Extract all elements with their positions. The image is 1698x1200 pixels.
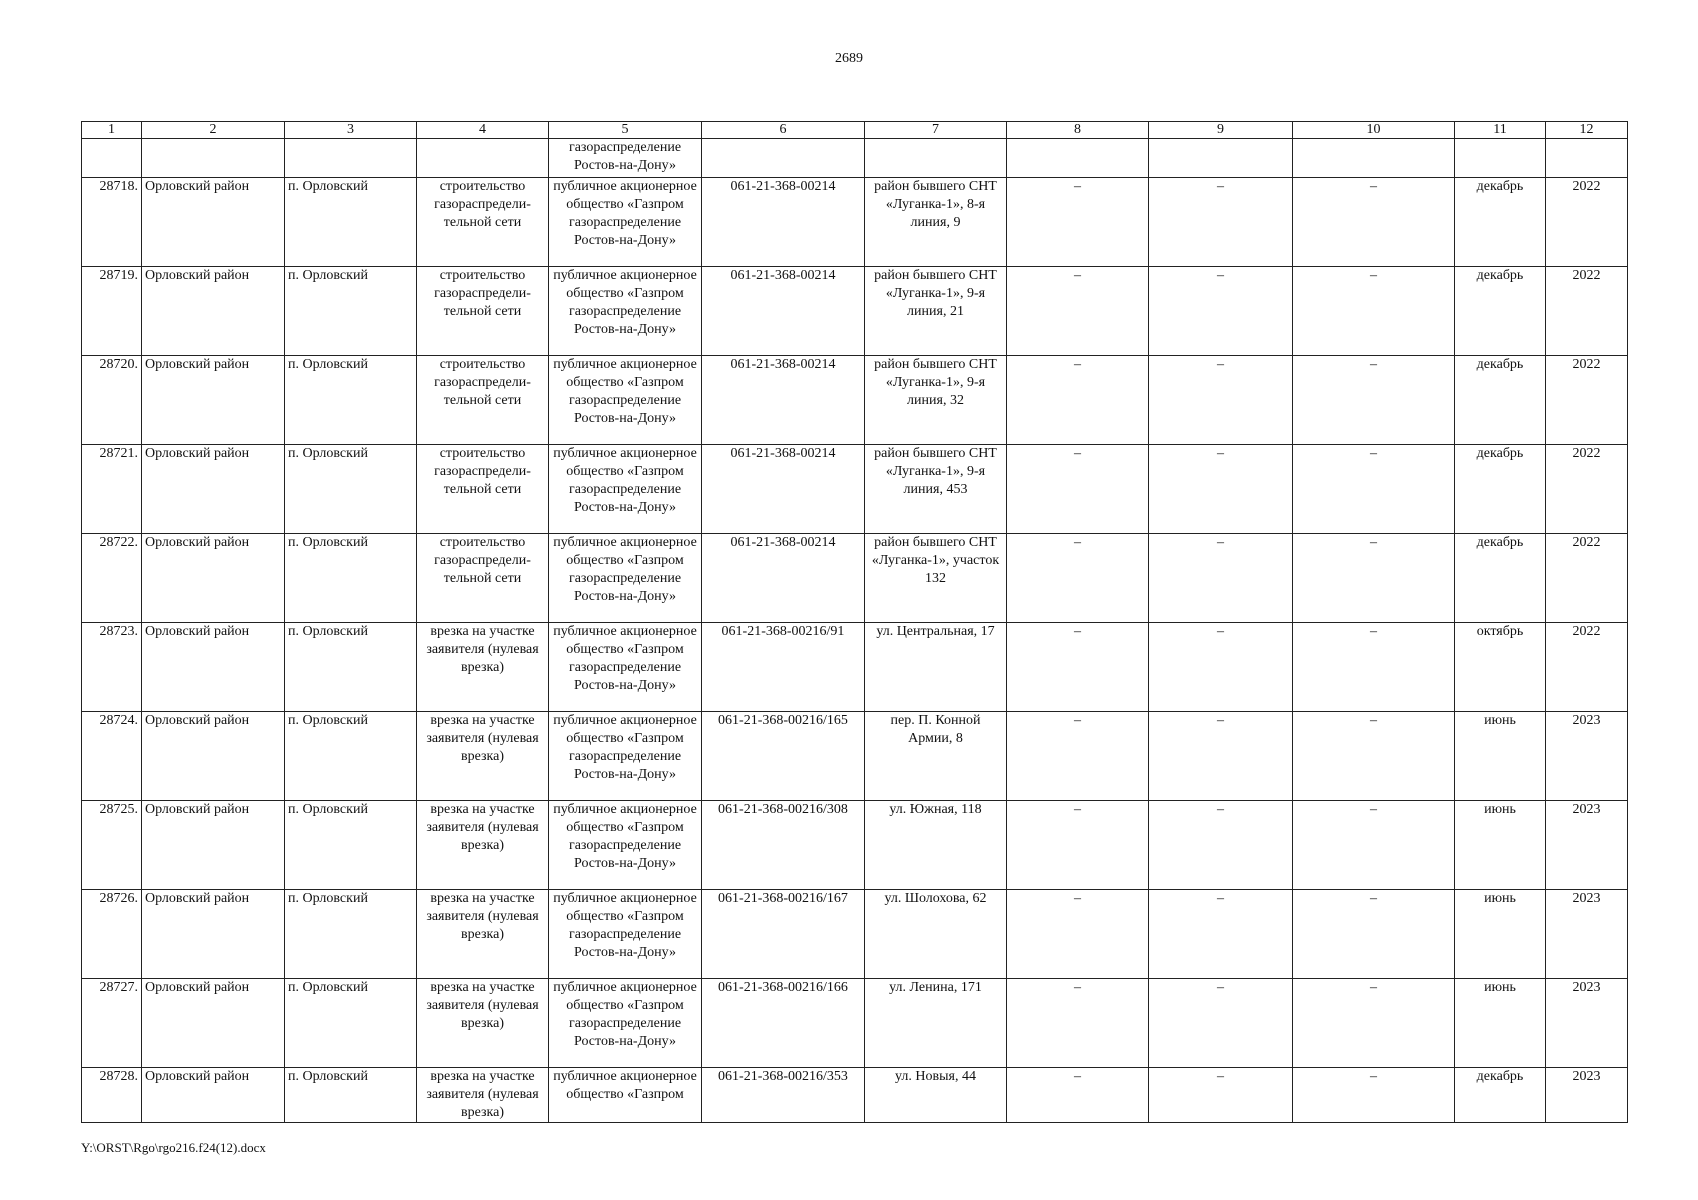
year-cell: 2022 xyxy=(1546,267,1628,356)
work-type-cell: врезка на участке заявителя (нулевая врезка) xyxy=(417,890,549,979)
settlement-cell: п. Орловский xyxy=(285,979,417,1068)
address-cell: ул. Ленина, 171 xyxy=(865,979,1007,1068)
column-number-header xyxy=(82,122,1628,139)
row-number-cell: 28720. xyxy=(82,356,142,445)
settlement-cell: п. Орловский xyxy=(285,267,417,356)
year-cell: 2023 xyxy=(1546,801,1628,890)
col8-cell: – xyxy=(1007,712,1149,801)
settlement-cell: п. Орловский xyxy=(285,801,417,890)
month-cell: декабрь xyxy=(1455,534,1546,623)
col10-cell: – xyxy=(1293,1068,1455,1123)
col10-cell: – xyxy=(1293,534,1455,623)
org-cell: публичное акционерное общество «Газпром газораспределение Ростов-на-Дону» xyxy=(549,445,702,534)
year-cell: 2023 xyxy=(1546,712,1628,801)
address-cell: ул. Шолохова, 62 xyxy=(865,890,1007,979)
district-cell: Орловский район xyxy=(142,356,285,445)
district-cell: Орловский район xyxy=(142,712,285,801)
col10-cell: – xyxy=(1293,979,1455,1068)
district-cell: Орловский район xyxy=(142,801,285,890)
header-cell: 10 xyxy=(1293,122,1455,139)
header-cell: 12 xyxy=(1546,122,1628,139)
code-cell: 061-21-368-00214 xyxy=(702,178,865,267)
col8-cell: – xyxy=(1007,1068,1149,1123)
org-cell: публичное акционерное общество «Газпром газораспределение Ростов-на-Дону» xyxy=(549,801,702,890)
org-cell: публичное акционерное общество «Газпром газораспределение Ростов-на-Дону» xyxy=(549,178,702,267)
col8-cell: – xyxy=(1007,534,1149,623)
col10-cell: – xyxy=(1293,267,1455,356)
table-row xyxy=(82,267,1628,356)
address-cell: пер. П. Конной Армии, 8 xyxy=(865,712,1007,801)
district-cell: Орловский район xyxy=(142,178,285,267)
address-cell: район бывшего СНТ «Луганка-1», 8-я линия, 9 xyxy=(865,178,1007,267)
month-cell: декабрь xyxy=(1455,356,1546,445)
col8-cell: – xyxy=(1007,267,1149,356)
table-row xyxy=(82,801,1628,890)
settlement-cell: п. Орловский xyxy=(285,890,417,979)
code-cell: 061-21-368-00216/353 xyxy=(702,1068,865,1123)
col8-cell: – xyxy=(1007,445,1149,534)
col9-cell: – xyxy=(1149,1068,1293,1123)
table-row xyxy=(82,890,1628,979)
row-number-cell: 28726. xyxy=(82,890,142,979)
code-cell: 061-21-368-00216/91 xyxy=(702,623,865,712)
address-cell: район бывшего СНТ «Луганка-1», 9-я линия, 21 xyxy=(865,267,1007,356)
code-cell: 061-21-368-00214 xyxy=(702,356,865,445)
district-cell: Орловский район xyxy=(142,623,285,712)
address-cell: ул. Южная, 118 xyxy=(865,801,1007,890)
settlement-cell: п. Орловский xyxy=(285,178,417,267)
row-number-cell: 28728. xyxy=(82,1068,142,1123)
work-type-cell: строительство газораспредели-тельной сети xyxy=(417,178,549,267)
district-cell: Орловский район xyxy=(142,267,285,356)
header-cell: 8 xyxy=(1007,122,1149,139)
code-cell: 061-21-368-00216/165 xyxy=(702,712,865,801)
table-row xyxy=(82,356,1628,445)
code-cell: 061-21-368-00214 xyxy=(702,445,865,534)
month-cell: декабрь xyxy=(1455,178,1546,267)
col9-cell: – xyxy=(1149,356,1293,445)
table-row xyxy=(82,979,1628,1068)
settlement-cell: п. Орловский xyxy=(285,445,417,534)
col9-cell: – xyxy=(1149,534,1293,623)
address-cell: район бывшего СНТ «Луганка-1», 9-я линия, 453 xyxy=(865,445,1007,534)
registry-table xyxy=(81,121,1628,1123)
year-cell: 2022 xyxy=(1546,445,1628,534)
work-type-cell: строительство газораспредели-тельной сети xyxy=(417,267,549,356)
settlement-cell: п. Орловский xyxy=(285,1068,417,1123)
col8-cell: – xyxy=(1007,801,1149,890)
page-number: 2689 xyxy=(835,51,863,66)
col10-cell: – xyxy=(1293,445,1455,534)
month-cell: июнь xyxy=(1455,712,1546,801)
district-cell: Орловский район xyxy=(142,979,285,1068)
settlement-cell: п. Орловский xyxy=(285,534,417,623)
org-cell: публичное акционерное общество «Газпром газораспределение Ростов-на-Дону» xyxy=(549,534,702,623)
month-cell: июнь xyxy=(1455,979,1546,1068)
code-cell: 061-21-368-00216/308 xyxy=(702,801,865,890)
col10-cell: – xyxy=(1293,712,1455,801)
year-cell: 2022 xyxy=(1546,534,1628,623)
month-cell: декабрь xyxy=(1455,1068,1546,1123)
col10-cell: – xyxy=(1293,890,1455,979)
row-number-cell: 28719. xyxy=(82,267,142,356)
table-row xyxy=(82,712,1628,801)
month-cell: декабрь xyxy=(1455,445,1546,534)
month-cell: октябрь xyxy=(1455,623,1546,712)
table-row xyxy=(82,623,1628,712)
settlement-cell: п. Орловский xyxy=(285,623,417,712)
work-type-cell: врезка на участке заявителя (нулевая врезка) xyxy=(417,801,549,890)
col9-cell: – xyxy=(1149,267,1293,356)
table-row xyxy=(82,1068,1628,1123)
address-cell: район бывшего СНТ «Луганка-1», 9-я линия, 32 xyxy=(865,356,1007,445)
col10-cell: – xyxy=(1293,356,1455,445)
code-cell: 061-21-368-00214 xyxy=(702,267,865,356)
header-cell: 4 xyxy=(417,122,549,139)
district-cell: Орловский район xyxy=(142,534,285,623)
year-cell: 2023 xyxy=(1546,979,1628,1068)
header-cell: 5 xyxy=(549,122,702,139)
org-cell: публичное акционерное общество «Газпром xyxy=(549,1068,702,1123)
year-cell: 2022 xyxy=(1546,623,1628,712)
row-number-cell: 28727. xyxy=(82,979,142,1068)
work-type-cell: строительство газораспредели-тельной сети xyxy=(417,445,549,534)
work-type-cell: врезка на участке заявителя (нулевая врезка) xyxy=(417,623,549,712)
month-cell: июнь xyxy=(1455,801,1546,890)
row-number-cell: 28725. xyxy=(82,801,142,890)
work-type-cell: врезка на участке заявителя (нулевая врезка) xyxy=(417,979,549,1068)
header-cell: 7 xyxy=(865,122,1007,139)
header-cell: 6 xyxy=(702,122,865,139)
settlement-cell: п. Орловский xyxy=(285,356,417,445)
col9-cell: – xyxy=(1149,178,1293,267)
year-cell: 2023 xyxy=(1546,1068,1628,1123)
col8-cell: – xyxy=(1007,178,1149,267)
col9-cell: – xyxy=(1149,890,1293,979)
org-cell: публичное акционерное общество «Газпром газораспределение Ростов-на-Дону» xyxy=(549,623,702,712)
org-cell: публичное акционерное общество «Газпром газораспределение Ростов-на-Дону» xyxy=(549,267,702,356)
col8-cell: – xyxy=(1007,356,1149,445)
table-row xyxy=(82,534,1628,623)
year-cell: 2023 xyxy=(1546,890,1628,979)
settlement-cell: п. Орловский xyxy=(285,712,417,801)
header-cell: 1 xyxy=(82,122,142,139)
month-cell: декабрь xyxy=(1455,267,1546,356)
header-cell: 9 xyxy=(1149,122,1293,139)
col8-cell: – xyxy=(1007,890,1149,979)
work-type-cell: строительство газораспредели-тельной сети xyxy=(417,534,549,623)
work-type-cell: врезка на участке заявителя (нулевая врезка) xyxy=(417,1068,549,1123)
org-cell: публичное акционерное общество «Газпром газораспределение Ростов-на-Дону» xyxy=(549,979,702,1068)
row-number-cell: 28723. xyxy=(82,623,142,712)
header-cell: 3 xyxy=(285,122,417,139)
district-cell: Орловский район xyxy=(142,445,285,534)
col9-cell: – xyxy=(1149,712,1293,801)
row-number-cell: 28724. xyxy=(82,712,142,801)
header-cell: 11 xyxy=(1455,122,1546,139)
row-number-cell: 28721. xyxy=(82,445,142,534)
year-cell: 2022 xyxy=(1546,356,1628,445)
org-cell: газораспределение Ростов-на-Дону» xyxy=(549,139,702,178)
org-cell: публичное акционерное общество «Газпром газораспределение Ростов-на-Дону» xyxy=(549,890,702,979)
district-cell: Орловский район xyxy=(142,1068,285,1123)
year-cell: 2022 xyxy=(1546,178,1628,267)
month-cell: июнь xyxy=(1455,890,1546,979)
continuation-row xyxy=(82,139,1628,178)
col10-cell: – xyxy=(1293,801,1455,890)
work-type-cell: строительство газораспредели-тельной сети xyxy=(417,356,549,445)
footer-file-path: Y:\ORST\Rgo\rgo216.f24(12).docx xyxy=(81,1140,266,1155)
col8-cell: – xyxy=(1007,623,1149,712)
row-number-cell: 28722. xyxy=(82,534,142,623)
col10-cell: – xyxy=(1293,178,1455,267)
code-cell: 061-21-368-00216/167 xyxy=(702,890,865,979)
district-cell: Орловский район xyxy=(142,890,285,979)
org-cell: публичное акционерное общество «Газпром газораспределение Ростов-на-Дону» xyxy=(549,356,702,445)
table-row xyxy=(82,178,1628,267)
address-cell: район бывшего СНТ «Луганка-1», участок 132 xyxy=(865,534,1007,623)
col9-cell: – xyxy=(1149,445,1293,534)
code-cell: 061-21-368-00216/166 xyxy=(702,979,865,1068)
col10-cell: – xyxy=(1293,623,1455,712)
work-type-cell: врезка на участке заявителя (нулевая врезка) xyxy=(417,712,549,801)
row-number-cell: 28718. xyxy=(82,178,142,267)
address-cell: ул. Новыя, 44 xyxy=(865,1068,1007,1123)
col8-cell: – xyxy=(1007,979,1149,1068)
col9-cell: – xyxy=(1149,801,1293,890)
col9-cell: – xyxy=(1149,623,1293,712)
col9-cell: – xyxy=(1149,979,1293,1068)
address-cell: ул. Центральная, 17 xyxy=(865,623,1007,712)
code-cell: 061-21-368-00214 xyxy=(702,534,865,623)
table-row xyxy=(82,445,1628,534)
header-cell: 2 xyxy=(142,122,285,139)
org-cell: публичное акционерное общество «Газпром газораспределение Ростов-на-Дону» xyxy=(549,712,702,801)
